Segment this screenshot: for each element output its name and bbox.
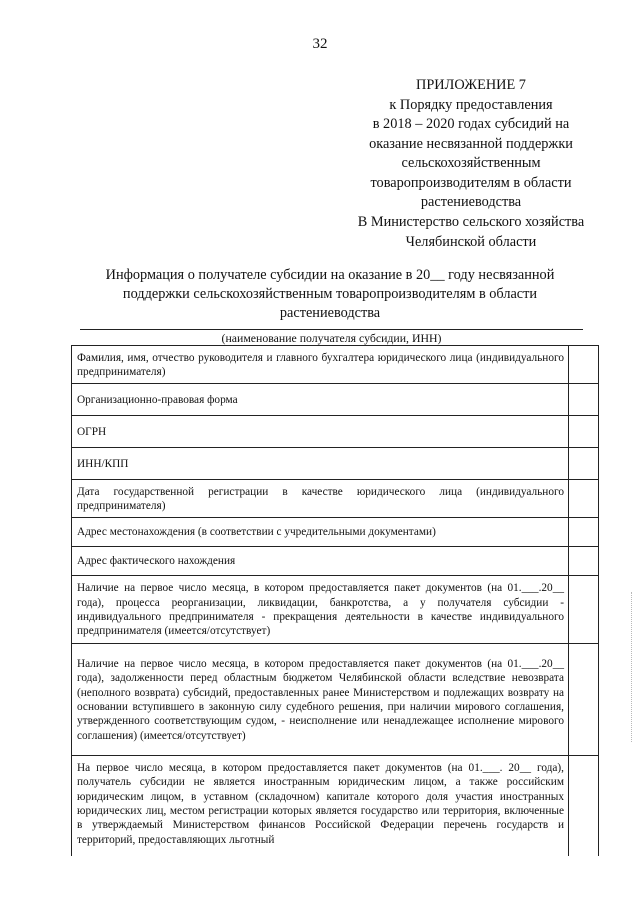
appendix-header	[330, 76, 612, 213]
addressee-block	[330, 213, 612, 252]
recipient-name-caption: (наименование получателя субсидии, ИНН)	[221, 331, 442, 345]
appendix-line: в 2018 – 2020 годах субсидий на	[372, 116, 570, 132]
recipient-name-field[interactable]	[80, 329, 583, 330]
appendix-line: сельскохозяйственным	[401, 155, 541, 171]
row-value-cell[interactable]	[569, 480, 599, 518]
addressee-line: В Министерство сельского хозяйства	[357, 214, 585, 230]
heading-line: поддержки сельскохозяйственным товаропроизводителям в области	[122, 286, 538, 302]
row-label: Адрес местонахождения (в соответствии с учредительными документами)	[72, 518, 569, 547]
row-label: Наличие на первое число месяца, в котором предоставляется пакет документов (на 01.___.20__ года), процесса реорганизации, ликвидации, банкротства, а у получателя субсидии - индивидуального предпринимателя - прекращения деятельности в качестве индивидуального предпринимателя (имеется/отсутствует)	[72, 576, 569, 644]
row-value-cell[interactable]	[569, 576, 599, 644]
row-value-cell[interactable]	[569, 518, 599, 547]
row-value-cell[interactable]	[569, 448, 599, 480]
row-value-cell[interactable]	[569, 547, 599, 576]
row-label: ОГРН	[72, 416, 569, 448]
row-label: Фамилия, имя, отчество руководителя и главного бухгалтера юридического лица (индивидуального предпринимателя)	[72, 346, 569, 384]
row-label: На первое число месяца, в котором предоставляется пакет документов (на 01.___. 20__ года), получатель субсидии не является иностранным юридическим лицом, а также российским юридическим лицом, в уставном (складочном) капитале которого доля участия иностранных юридических лиц, местом регистрации которых является государство или территория, включенные в утверждаемый Министерством финансов Российской Федерации перечень государств и территорий, предоставляющих льготный	[72, 756, 569, 857]
table-row	[72, 448, 599, 480]
table-row	[72, 576, 599, 644]
appendix-line: растениеводства	[420, 194, 522, 210]
appendix-line: товаропроизводителям в области	[370, 174, 572, 191]
addressee-line: Челябинской области	[405, 233, 537, 250]
table-row	[72, 756, 599, 857]
row-value-cell[interactable]	[569, 416, 599, 448]
row-value-cell[interactable]	[569, 346, 599, 384]
row-label: Адрес фактического нахождения	[72, 547, 569, 576]
table-row	[72, 644, 599, 756]
recipient-info-table	[71, 345, 599, 856]
page-number: 32	[312, 36, 328, 52]
table-row	[72, 346, 599, 384]
row-label: Наличие на первое число месяца, в котором предоставляется пакет документов (на 01.___.20__ года), задолженности перед областным бюджетом Челябинской области вследствие невозврата (неполного возврата) субсидий, предоставленных ранее Министерством и подлежащих возврату на основании вступившего в законную силу судебного решения, при наличии мирового соглашения, утвержденного соответствующим судом, - неисполнение или ненадлежащее исполнение мирового соглашения) (имеется/отсутствует)	[72, 644, 569, 756]
row-value-cell[interactable]	[569, 644, 599, 756]
row-value-cell[interactable]	[569, 384, 599, 416]
row-label: Дата государственной регистрации в качестве юридического лица (индивидуального предпринимателя)	[72, 480, 569, 518]
scan-edge-artifact	[631, 592, 633, 742]
row-label: Организационно-правовая форма	[72, 384, 569, 416]
table-row	[72, 384, 599, 416]
appendix-title: ПРИЛОЖЕНИЕ 7	[416, 77, 526, 93]
table-row	[72, 518, 599, 547]
heading-line: растениеводства	[279, 305, 381, 321]
appendix-line: оказание несвязанной поддержки	[369, 135, 573, 152]
row-value-cell[interactable]	[569, 756, 599, 857]
table-row	[72, 547, 599, 576]
form-heading	[60, 266, 600, 323]
table-row	[72, 480, 599, 518]
appendix-line: к Порядку предоставления	[389, 96, 553, 113]
heading-line: Информация о получателе субсидии на оказание в 20__ году несвязанной	[105, 267, 555, 283]
row-label: ИНН/КПП	[72, 448, 569, 480]
table-row	[72, 416, 599, 448]
